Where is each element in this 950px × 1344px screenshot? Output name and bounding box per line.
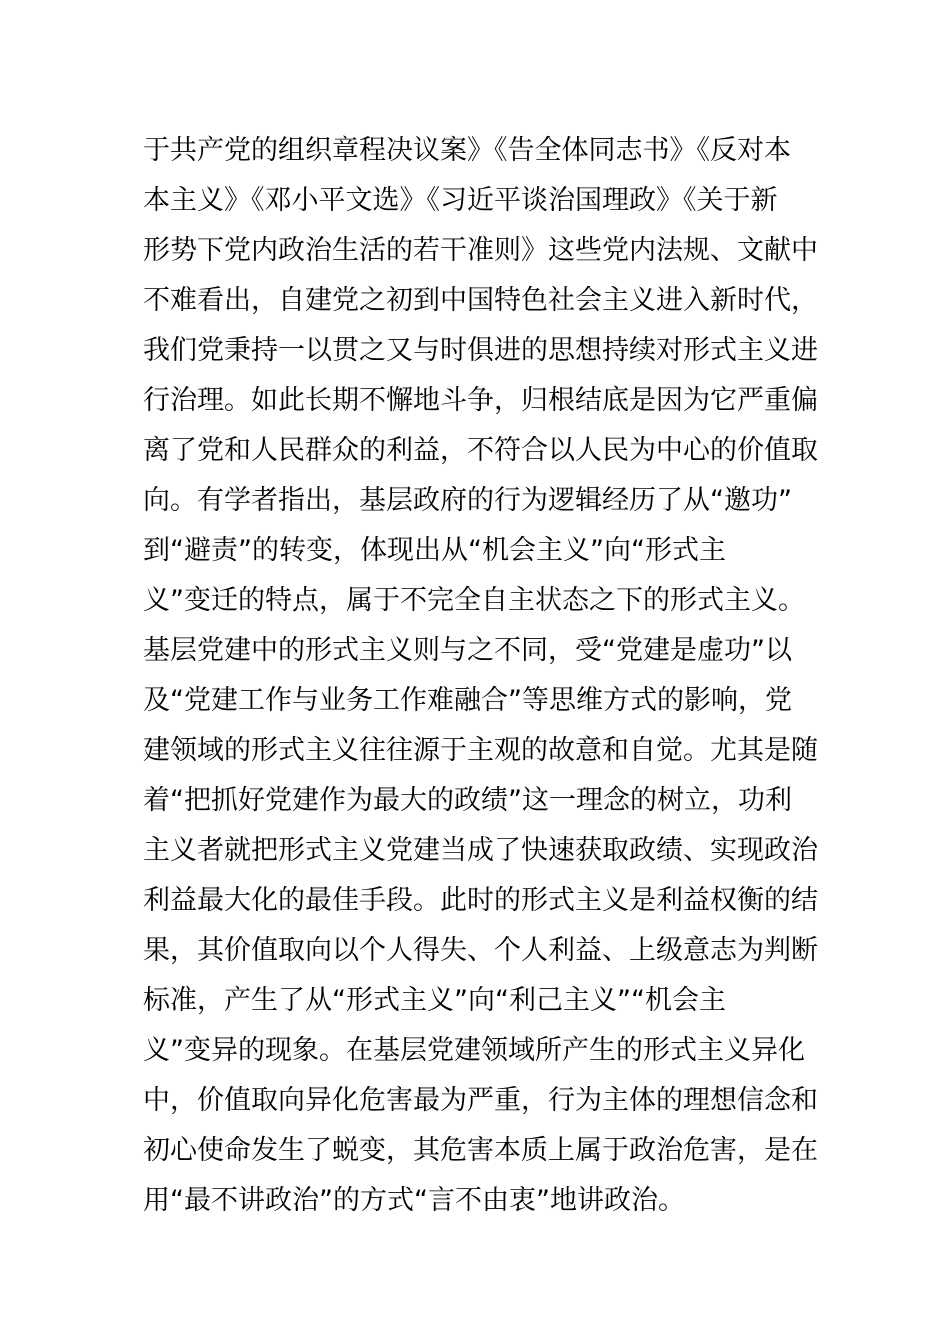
text-line: 行治理。如此长期不懈地斗争，归根结底是因为它严重偏 bbox=[143, 385, 818, 416]
text-line: 中，价值取向异化危害最为严重，行为主体的理想信念和 bbox=[143, 1085, 818, 1116]
text-line: 果，其价值取向以个人得失、个人利益、上级意志为判断 bbox=[143, 935, 818, 966]
text-line: 不难看出，自建党之初到中国特色社会主义进入新时代， bbox=[143, 285, 818, 316]
text-line: 向。有学者指出，基层政府的行为逻辑经历了从“邀功” bbox=[143, 485, 792, 516]
text-line: 着“把抓好党建作为最大的政绩”这一理念的树立，功利 bbox=[143, 785, 792, 816]
text-line: 及“党建工作与业务工作难融合”等思维方式的影响，党 bbox=[143, 685, 792, 716]
text-line: 标准，产生了从“形式主义”向“利己主义”“机会主 bbox=[143, 985, 726, 1016]
text-line: 离了党和人民群众的利益，不符合以人民为中心的价值取 bbox=[143, 435, 818, 466]
text-line: 形势下党内政治生活的若干准则》这些党内法规、文献中 bbox=[143, 235, 818, 266]
text-line: 到“避责”的转变，体现出从“机会主义”向“形式主 bbox=[143, 535, 726, 566]
text-line: 义”变迁的特点，属于不完全自主状态之下的形式主义。 bbox=[143, 585, 805, 616]
text-line: 用“最不讲政治”的方式“言不由衷”地讲政治。 bbox=[143, 1185, 685, 1216]
text-line: 初心使命发生了蜕变，其危害本质上属于政治危害，是在 bbox=[143, 1135, 818, 1166]
text-line: 建领域的形式主义往往源于主观的故意和自觉。尤其是随 bbox=[143, 735, 818, 766]
text-line: 我们党秉持一以贯之又与时俱进的思想持续对形式主义进 bbox=[143, 335, 818, 366]
text-line: 利益最大化的最佳手段。此时的形式主义是利益权衡的结 bbox=[143, 885, 818, 916]
text-line: 基层党建中的形式主义则与之不同，受“党建是虚功”以 bbox=[143, 635, 792, 666]
text-line: 义”变异的现象。在基层党建领域所产生的形式主义异化 bbox=[143, 1035, 805, 1066]
text-line: 于共产党的组织章程决议案》《告全体同志书》《反对本 bbox=[143, 135, 791, 166]
text-line: 主义者就把形式主义党建当成了快速获取政绩、实现政治 bbox=[143, 835, 818, 866]
body-paragraph bbox=[143, 126, 823, 1226]
text-line: 本主义》《邓小平文选》《习近平谈治国理政》《关于新 bbox=[143, 185, 778, 216]
